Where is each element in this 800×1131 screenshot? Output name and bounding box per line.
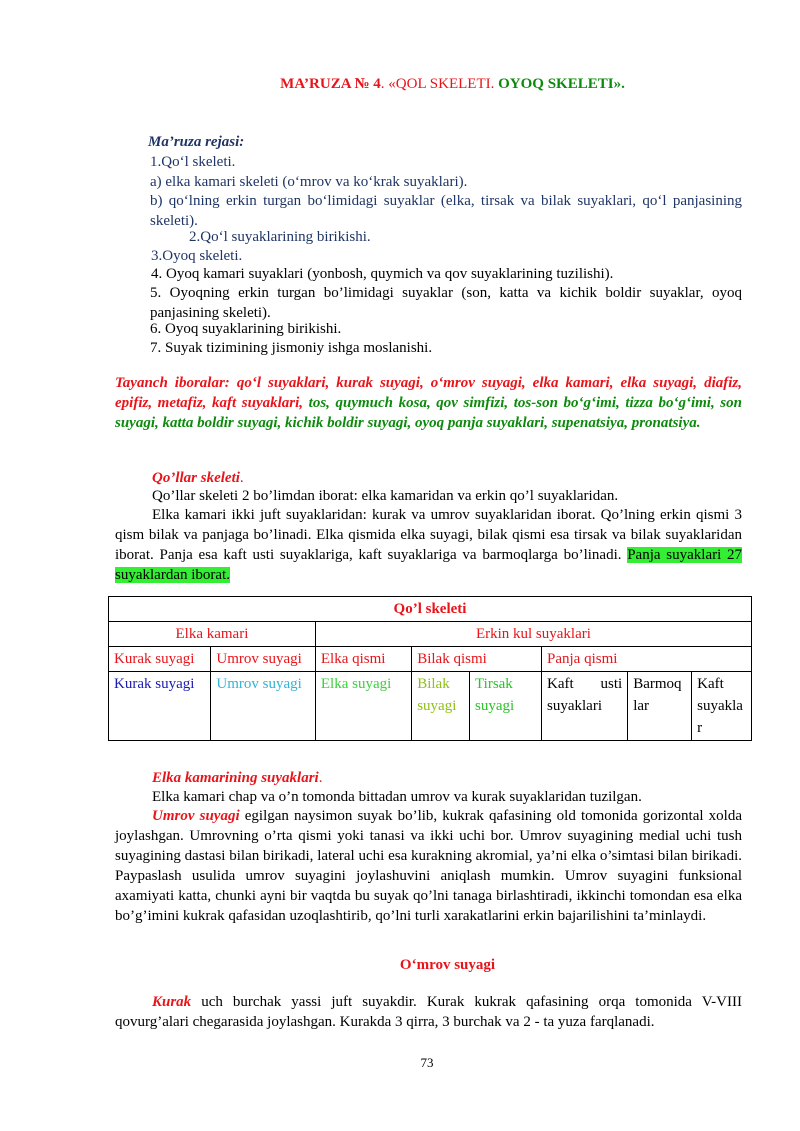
plan-heading: Ma’ruza rejasi:	[148, 134, 245, 150]
table-cell: Elka suyagi	[315, 672, 411, 741]
paragraph: Umrov suyagi egilgan naysimon suyak bo’lib, kukrak qafasining old tomonida gorizontal xolda joylashgan. Umrovning o’rta qismi yoki tanasi va ikki uchi bor. Umrov suyagining medial uchi tush suyagining dastasi bilan birikadi, lateral uchi esa kuraknіng akromial, ya’ni elka o’simtasi bilan birikadi. Paypaslash usulida umrov suyagini joylashuvini aniqlash mumkin. Umrov suyagini funksional axamiyati katta, chunki ayni bir vaqtda bu suyak qo’lni tanaga birlashtiradi, ikkinchi tomondan esa elka bo’g’imini kukrak qafasidan uzoqlashtirib, qo’lni turli xarakatlarini erkin bajarilishini ta’minlaydi.	[115, 808, 742, 924]
plan-item: 5. Oyoqning erkin turgan bo’limidagi suyaklar (son, katta va kichik boldir suyaklar, oyoq panjasining skeleti).	[150, 285, 742, 321]
table-title: Qo’l skeleti	[109, 597, 752, 622]
table-header-cell: Elka kamari	[109, 622, 316, 647]
table-cell: Barmoq lar	[628, 672, 692, 741]
table-cell: Kurak suyagi	[109, 647, 211, 672]
title-part-hand: . «QOL SKELETI.	[380, 76, 495, 92]
table-cell: Bilak suyagi	[412, 672, 470, 741]
term: Kurak	[152, 994, 192, 1010]
highlighted-text: Panja suyaklari 27 suyaklardan iborat.	[115, 547, 742, 583]
plan-item: a) elka kamari skeleti (o‘mrov va ko‘krak suyaklari).	[150, 174, 468, 190]
plan-item: b) qo‘lning erkin turgan bo‘limidagi suyaklar (elka, tirsak va bilak suyaklari, qo‘l panjasining skeleti).	[150, 193, 742, 229]
paragraph: Kurak uch burchak yassi juft suyakdir. Kurak kukrak qafasining orqa tomonida V-VIII qovurg’alari chegarasida joylashgan. Kurakda 3 qirra, 3 burchak va 2 - ta yuza farqlanadi.	[115, 994, 742, 1030]
table-cell: Umrov suyagi	[211, 672, 315, 741]
paragraph: Qo’llar skeleti 2 bo’limdan iborat: elka kamaridan va erkin qo’l suyaklaridan.	[152, 488, 619, 504]
plan-item: 1.Qo‘l skeleti.	[150, 154, 236, 170]
term: Umrov suyagi	[152, 808, 240, 824]
table-cell: Umrov suyagi	[211, 647, 315, 672]
lecture-title	[0, 76, 800, 93]
table-cell: Elka qismi	[315, 647, 411, 672]
keywords-green: tos, quymuch kosa, qov simfizi, tos-son bo‘g‘imi, tizza bo‘g‘imi, son suyagi, katta boldir suyagi, kichik boldir suyagi, oyoq panja suyaklari, supenatsiya, pronatsiya.	[115, 395, 742, 431]
title-part-leg: OYOQ SKELETI».	[494, 76, 625, 92]
hand-skeleton-table	[108, 596, 752, 741]
title-number: MA’RUZA № 4	[280, 76, 381, 92]
table-cell: Bilak qismi	[412, 647, 542, 672]
plan-item: 4. Oyoq kamari suyaklari (yonbosh, quymich va qov suyaklarining tuzilishi).	[151, 266, 614, 282]
keywords-red: Tayanch iboralar: qo‘l suyaklari, kurak suyagi, o‘mrov suyagi, elka kamari, elka suyagi, diafiz, epifiz, metafiz, kaft suyaklari,	[115, 375, 742, 411]
paragraph: Elka kamari ikki juft suyaklaridan: kurak va umrov suyaklaridan iborat. Qo’lning erkin qismi 3 qism bilak va panjaga bo’linadi. Elka qismida elka suyagi, bilak qismi esa tirsak va bilak suyaklaridan iborat. Panja esa kaft usti suyaklariga, kaft suyaklariga va barmoqlarga bo’linadi. Panja suyaklari 27 suyaklardan iborat.	[115, 507, 742, 583]
plan-item: 3.Oyoq skeleti.	[151, 248, 243, 264]
plan-item: 2.Qo‘l suyaklarining birikishi.	[189, 229, 371, 245]
table-cell: Kaft usti suyaklari	[542, 672, 628, 741]
section-heading: Qo’llar skeleti.	[152, 470, 244, 486]
figure-caption: O‘mrov suyagi	[399, 957, 496, 973]
keywords	[115, 373, 742, 433]
table-cell: Kaft suyakla r	[692, 672, 752, 741]
plan-item: 7. Suyak tizimining jismoniy ishga moslanishi.	[150, 340, 433, 356]
section-heading: Elka kamarining suyaklari.	[152, 770, 323, 786]
plan-item: 6. Oyoq suyaklarining birikishi.	[150, 321, 342, 337]
table-cell: Kurak suyagi	[109, 672, 211, 741]
table-header-cell: Erkin kul suyaklari	[315, 622, 751, 647]
table-cell: Tirsak suyagi	[470, 672, 542, 741]
table-cell: Panja qismi	[542, 647, 752, 672]
paragraph: Elka kamari chap va o’n tomonda bittadan umrov va kurak suyaklaridan tuzilgan.	[152, 789, 642, 805]
page-number: 73	[420, 1055, 434, 1070]
